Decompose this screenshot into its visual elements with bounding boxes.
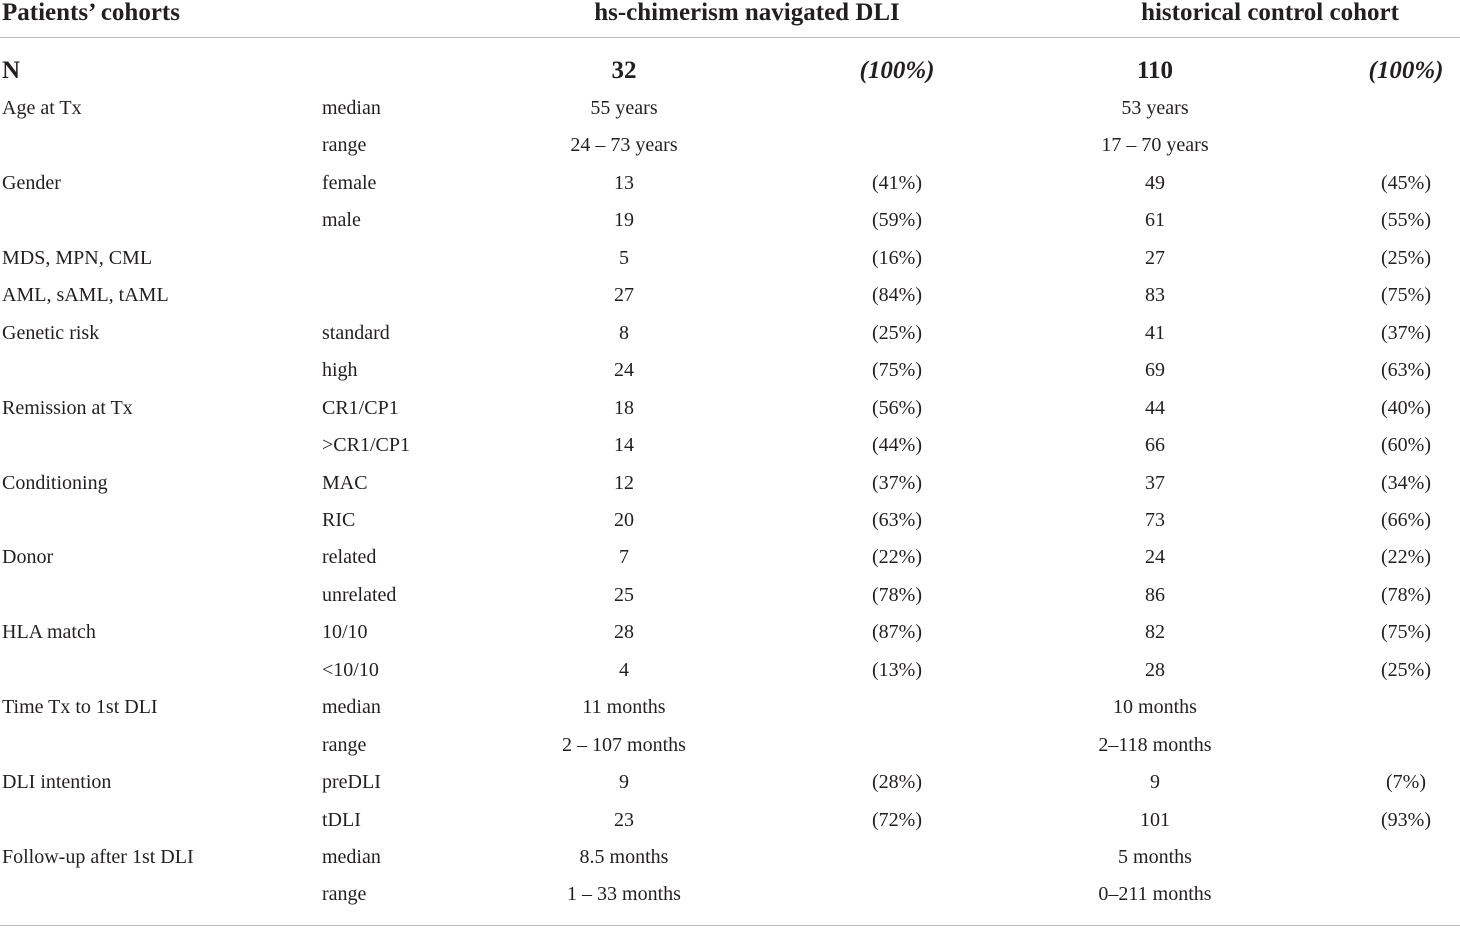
control-value: 10 months [1113,696,1197,719]
row-sublabel: range [322,733,367,756]
control-value: 27 [1145,246,1165,269]
dli-value: 12 [614,471,634,494]
table-row [0,358,1460,395]
table-row [0,733,1460,770]
control-value: 83 [1145,284,1165,307]
table-row [0,283,1460,320]
table-row [0,620,1460,657]
dli-value: 1 – 33 months [567,883,681,906]
control-percent: (25%) [1381,658,1431,681]
table-row [0,695,1460,732]
dli-value: 5 [619,246,629,269]
dli-value: 8.5 months [579,846,669,868]
table-row [0,133,1460,170]
control-value: 41 [1145,321,1165,344]
control-value: 110 [1136,57,1174,84]
row-sublabel: related [322,546,377,569]
dli-value: 55 years [590,97,658,119]
table-row [0,208,1460,245]
row-label: N [2,57,21,84]
row-label: Follow-up after 1st DLI [2,846,194,868]
control-percent: (40%) [1381,396,1431,419]
control-value: 2–118 months [1098,733,1212,756]
control-percent: (45%) [1381,171,1431,194]
control-value: 53 years [1121,97,1189,119]
table-row [0,171,1460,208]
table-row [0,583,1460,620]
row-label: MDS, MPN, CML [2,246,153,269]
table-row [0,545,1460,582]
dli-value: 24 [614,359,634,382]
dli-percent: (75%) [872,359,922,382]
header-patients-cohorts: Patients’ cohorts [2,0,180,26]
control-percent: (22%) [1381,546,1431,569]
dli-percent: (100%) [859,57,935,84]
dli-value: 2 – 107 months [562,733,686,756]
dli-value: 19 [614,209,634,232]
table-row [0,808,1460,845]
table-row [0,508,1460,545]
dli-value: 4 [619,658,629,681]
dli-percent: (41%) [872,171,922,194]
table-row [0,96,1460,133]
control-percent: (75%) [1381,621,1431,644]
control-value: 61 [1145,209,1165,232]
dli-percent: (78%) [872,583,922,606]
dli-value: 23 [614,808,634,831]
control-value: 28 [1145,658,1165,681]
dli-value: 27 [614,284,634,307]
dli-value: 9 [619,771,629,794]
row-sublabel: male [322,209,361,232]
dli-percent: (28%) [872,771,922,794]
row-sublabel: range [322,134,367,157]
table-row [0,396,1460,433]
control-value: 66 [1145,434,1165,457]
dli-percent: (44%) [872,434,922,457]
row-sublabel: median [322,696,381,719]
row-label: HLA match [2,621,96,644]
row-label: Donor [2,546,54,569]
table-row [0,770,1460,807]
dli-percent: (87%) [872,621,922,644]
row-sublabel: unrelated [322,583,397,606]
row-sublabel: standard [322,321,390,344]
dli-value: 25 [614,583,634,606]
dli-percent: (25%) [872,321,922,344]
control-percent: (55%) [1381,209,1431,232]
table-row [0,882,1460,919]
header-hs-chimerism-dli: hs-chimerism navigated DLI [594,0,900,26]
control-percent: (7%) [1386,771,1426,794]
control-value: 9 [1150,771,1160,794]
control-value: 44 [1145,396,1165,419]
dli-value: 28 [614,621,634,644]
control-percent: (78%) [1381,583,1431,606]
table-row [0,471,1460,508]
dli-value: 13 [614,171,634,194]
control-value: 0–211 months [1098,883,1212,906]
dli-percent: (37%) [872,471,922,494]
control-percent: (75%) [1381,284,1431,307]
control-value: 49 [1145,171,1165,194]
dli-value: 7 [619,546,629,569]
control-percent: (100%) [1368,57,1444,84]
control-value: 101 [1140,808,1170,831]
header-historical-control: historical control cohort [1141,0,1399,26]
control-value: 24 [1145,546,1165,569]
dli-percent: (72%) [872,808,922,831]
dli-percent: (16%) [872,246,922,269]
row-label: AML, sAML, tAML [2,284,169,307]
row-label: Remission at Tx [2,396,133,419]
row-sublabel: MAC [322,471,368,494]
row-label: Gender [2,171,61,194]
control-value: 17 – 70 years [1101,134,1209,157]
table-row [0,658,1460,695]
control-value: 82 [1145,621,1165,644]
row-sublabel: RIC [322,508,356,531]
dli-value: 18 [614,396,634,419]
control-value: 5 months [1118,846,1192,868]
dli-percent: (13%) [872,658,922,681]
dli-value: 24 – 73 years [570,134,678,157]
control-percent: (25%) [1381,246,1431,269]
dli-percent: (22%) [872,546,922,569]
dli-value: 11 months [582,696,666,719]
table-row [0,321,1460,358]
table-row [0,845,1460,882]
control-value: 73 [1145,508,1165,531]
dli-value: 32 [611,57,637,84]
dli-value: 8 [619,321,629,344]
control-percent: (66%) [1381,508,1431,531]
control-percent: (37%) [1381,321,1431,344]
dli-percent: (84%) [872,284,922,307]
control-value: 69 [1145,359,1165,382]
row-sublabel: >CR1/CP1 [322,434,410,457]
dli-percent: (59%) [872,209,922,232]
row-sublabel: 10/10 [322,621,368,644]
control-percent: (93%) [1381,808,1431,831]
row-sublabel: median [322,97,381,119]
dli-percent: (56%) [872,396,922,419]
control-value: 86 [1145,583,1165,606]
control-percent: (63%) [1381,359,1431,382]
row-sublabel: CR1/CP1 [322,396,399,419]
row-label: Age at Tx [2,97,82,119]
row-sublabel: preDLI [322,771,381,794]
header-rule [0,37,1460,38]
dli-value: 14 [614,434,634,457]
dli-value: 20 [614,508,634,531]
control-value: 37 [1145,471,1165,494]
row-label: Time Tx to 1st DLI [2,696,158,719]
row-sublabel: tDLI [322,808,361,831]
row-sublabel: range [322,883,367,906]
table-row [0,433,1460,470]
table-row [0,246,1460,283]
control-percent: (60%) [1381,434,1431,457]
row-sublabel: female [322,171,377,194]
dli-percent: (63%) [872,508,922,531]
row-sublabel: median [322,846,381,868]
row-label: Genetic risk [2,321,100,344]
footer-rule [0,925,1460,926]
row-sublabel: <10/10 [322,658,379,681]
row-label: Conditioning [2,471,108,494]
row-label: DLI intention [2,771,112,794]
row-sublabel: high [322,359,358,382]
table-row [0,57,1460,94]
control-percent: (34%) [1381,471,1431,494]
